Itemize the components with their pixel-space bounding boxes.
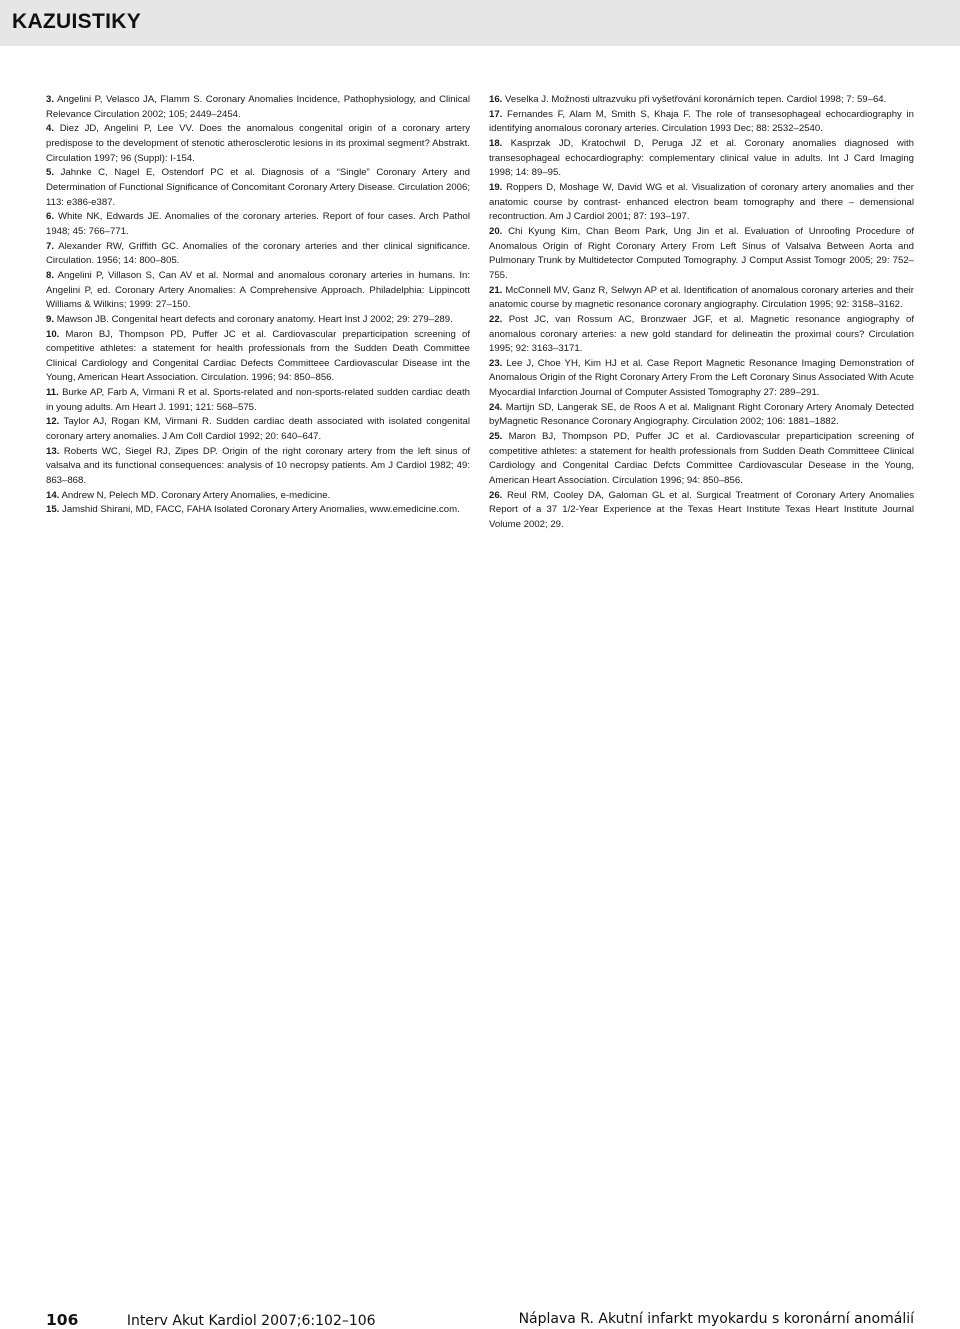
reference-number: 9. (46, 313, 55, 325)
reference-item (46, 445, 470, 489)
reference-number: 4. (46, 123, 55, 135)
reference-item (46, 93, 470, 122)
reference-text: Jamshid Shirani, MD, FACC, FAHA Isolated Coronary Artery Anomalies, www.emedicine.com. (62, 504, 460, 516)
reference-item (489, 313, 914, 357)
reference-text: White NK, Edwards JE. Anomalies of the coronary arteries. Report of four cases. Arch Pathol 1948; 45: 766–771. (46, 211, 470, 237)
reference-item (489, 181, 914, 225)
reference-number: 17. (489, 108, 503, 120)
references-right-column (489, 93, 914, 533)
reference-text: Reul RM, Cooley DA, Galoman GL et al. Surgical Treatment of Coronary Artery Anomalies Report of a 37 1/2-Year Experience at the Texas Heart Institute Texas Heart Institute Journal Volume 2002; 29. (489, 489, 914, 531)
section-title: KAZUISTIKY (12, 10, 141, 33)
reference-number: 14. (46, 489, 60, 501)
reference-text: Lee J, Choe YH, Kim HJ et al. Case Report Magnetic Resonance Imaging Demonstration of Anomalous Origin of the Right Coronary Artery From the Left Coronary Sinus Associated With Acute Myocardial Infarction Journal of Computer Assisted Tomography 27: 289–291. (489, 357, 914, 399)
journal-citation: Interv Akut Kardiol 2007;6:102–106 (126, 1313, 376, 1329)
reference-text: Maron BJ, Thompson PD, Puffer JC et al. Cardiovascular preparticipation screening of competitive athletes: a statement for health professionals from Sudden Death Committeee Clinical Cardiology and Congenital Cardiac Defcts Committee Cardiovascular Desease in the Young, American Heart Association. Circulation 1996; 94: 850–856. (489, 431, 914, 487)
reference-number: 26. (489, 489, 503, 501)
page-number: 106 (46, 1311, 79, 1329)
reference-text: Roberts WC, Siegel RJ, Zipes DP. Origin of the right coronary artery from the left sinus of valsalva and its functional consequences: analysis of 10 necropsy patients. Am J Cardiol 1982; 49: 863–868. (46, 445, 470, 487)
reference-item (489, 93, 914, 108)
reference-number: 8. (46, 269, 55, 281)
reference-item (46, 210, 470, 239)
reference-text: Post JC, van Rossum AC, Bronzwaer JGF, et al. Magnetic resonance angiography of anomalous coronary arteries: a new gold standard for delineatin the proximal cours? Circulation 1995; 92: 3163–3171. (489, 313, 914, 355)
reference-number: 3. (46, 94, 55, 105)
reference-text: Kasprzak JD, Kratochwil D, Peruga JZ et al. Coronary anomalies diagnosed with transesophageal echocardiography: complementary clinical value in adults. Int J Card Imaging 1998; 14: 89–95. (489, 137, 914, 179)
reference-item (46, 489, 470, 504)
reference-text: Alexander RW, Griffith GC. Anomalies of the coronary arteries and ther clinical significance. Circulation. 1956; 14: 800–805. (46, 240, 470, 267)
reference-item (489, 489, 914, 533)
article-running-title: Náplava R. Akutní infarkt myokardu s koronární anomálií (518, 1311, 914, 1327)
reference-item (46, 269, 470, 313)
reference-number: 20. (489, 225, 503, 237)
reference-text: Jahnke C, Nagel E, Ostendorf PC et al. Diagnosis of a “Single” Coronary Artery and Determination of Functional Significance of Concomitant Coronary Artery Disease. Circulation 2006; 113: e386-e387. (46, 167, 471, 208)
references-left-column (46, 93, 470, 518)
reference-item (489, 401, 914, 430)
reference-number: 18. (489, 137, 503, 149)
reference-number: 5. (46, 167, 55, 179)
reference-item (489, 357, 914, 401)
reference-item (46, 166, 470, 210)
reference-text: Diez JD, Angelini P, Lee VV. Does the anomalous congenital origin of a coronary artery predispose to the development of stenotic atherosclerotic lesions in its proximal segment? Abstrakt. Circulation 1997; 96 (Suppl): I-154. (46, 123, 470, 164)
reference-number: 25. (489, 431, 503, 443)
reference-text: Andrew N, Pelech MD. Coronary Artery Anomalies, e-medicine. (61, 489, 331, 501)
reference-item (489, 284, 914, 313)
reference-text: Mawson JB. Congenital heart defects and coronary anatomy. Heart Inst J 2002; 29: 279–289. (56, 313, 453, 325)
reference-item (46, 240, 470, 269)
header-band (0, 0, 960, 46)
reference-number: 11. (46, 387, 59, 399)
reference-text: McConnell MV, Ganz R, Selwyn AP et al. Identification of anomalous coronary arteries and their anatomic course by magnetic resonance coronary angiography. Circulation 1995; 92: 3158–3162. (489, 284, 915, 311)
reference-number: 15. (46, 504, 60, 516)
reference-text: Maron BJ, Thompson PD, Puffer JC et al. Cardiovascular preparticipation screening of competitive athletes: a statement for health professionals from the Sudden Death Committee Clinical Cardiology and Congenital Cardiac Defects Committeee Cardiovascular Disease int the Young, American Heart Association. Circulation. 1996; 94: 850–856. (46, 328, 470, 384)
reference-item (46, 503, 470, 518)
reference-text: Angelini P, Villason S, Can AV et al. Normal and anomalous coronary arteries in humans. In: Angelini P, ed. Coronary Artery Anomalies: A Comprehensive Approach. Philadelphia: Lippincott Williams & Wilkins; 1999: 27–150. (46, 269, 470, 311)
reference-text: Fernandes F, Alam M, Smith S, Khaja F. The role of transesophageal echocardiography in identifying anomalous coronary arteries. Circulation 1993 Dec; 88: 2532–2540. (489, 108, 914, 135)
reference-number: 24. (489, 401, 503, 413)
reference-number: 22. (489, 313, 503, 325)
reference-text: Angelini P, Velasco JA, Flamm S. Coronary Anomalies Incidence, Pathophysiology, and Clinical Relevance Circulation 2002; 105; 2449–2454. (46, 94, 470, 120)
reference-number: 21. (489, 284, 503, 296)
reference-number: 16. (489, 94, 503, 105)
reference-number: 10. (46, 328, 60, 340)
reference-item (489, 430, 914, 489)
reference-text: Veselka J. Možnosti ultrazvuku při vyšetřování koronárních tepen. Cardiol 1998; 7: 59–64. (505, 94, 887, 105)
reference-item (489, 137, 914, 181)
reference-text: Burke AP, Farb A, Virmani R et al. Sports-related and non-sports-related sudden cardiac death in young adults. Am Heart J. 1991; 121: 568–575. (46, 387, 471, 413)
reference-text: Roppers D, Moshage W, David WG et al. Visualization of coronary artery anomalies and ther anatomic course by contrast- enhanced electron beam tomography and there – demensional recontruction. Am J Cardiol 2001; 87: 193–197. (489, 181, 914, 223)
reference-item (46, 122, 470, 166)
footer-left (46, 1311, 376, 1329)
reference-number: 12. (46, 416, 60, 428)
reference-item (46, 386, 470, 415)
reference-text: Taylor AJ, Rogan KM, Virmani R. Sudden cardiac death associated with isolated congenital coronary artery anomalies. J Am Coll Cardiol 1992; 20: 640–647. (46, 416, 470, 443)
reference-number: 13. (46, 445, 60, 457)
reference-number: 7. (46, 240, 55, 252)
reference-number: 6. (46, 211, 55, 223)
reference-number: 23. (489, 357, 503, 369)
reference-text: Chi Kyung Kim, Chan Beom Park, Ung Jin et al. Evaluation of Unroofing Procedure of Anomalous Origin of Right Coronary Artery From Left Sinus of Valsalva Between Aorta and Pulmonary Trunk by Multidetector Computed Tomography. J Comput Assist Tomogr 2005; 29: 752–755. (489, 225, 915, 281)
reference-item (489, 225, 914, 284)
reference-item (489, 108, 914, 137)
reference-item (46, 328, 470, 387)
reference-item (46, 313, 470, 328)
reference-item (46, 415, 470, 444)
reference-number: 19. (489, 181, 503, 193)
reference-text: Martijn SD, Langerak SE, de Roos A et al. Malignant Right Coronary Artery Anomaly Detected byMagnetic Resonance Coronary Angiography. Circulation 2002; 106: 1881–1882. (489, 401, 914, 428)
